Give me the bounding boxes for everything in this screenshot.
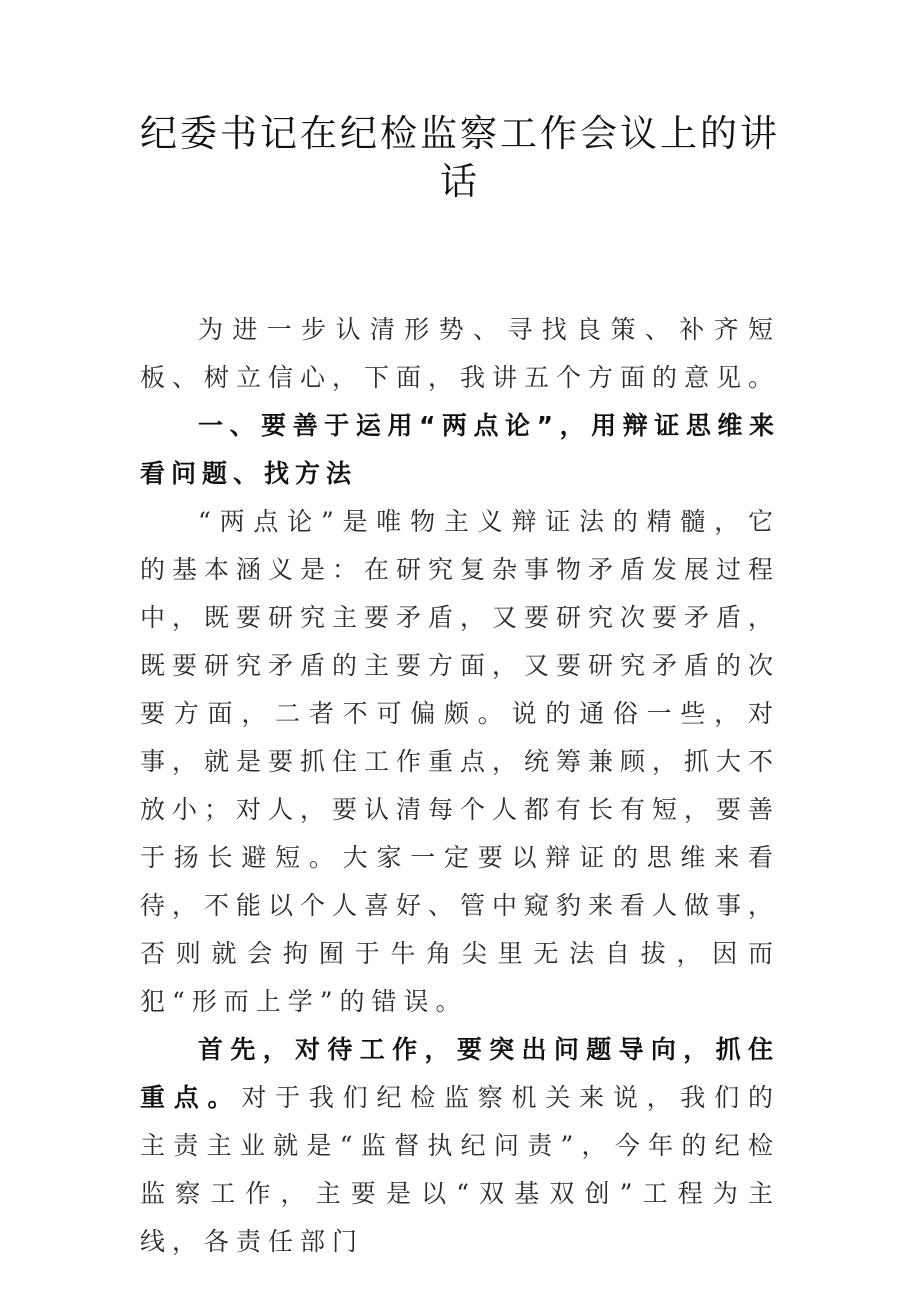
body-paragraph-two-points xyxy=(140,498,780,1026)
document-title: 纪委书记在纪检监察工作会议上的讲话 xyxy=(140,112,780,203)
document-body xyxy=(140,306,780,1266)
first-point-text: 对于我们纪检监察机关来说，我们的主责主业就是“监督执纪问责”，今年的纪检监察工作，主要是以“双基双创”工程为主线，各责任部门 xyxy=(140,1083,780,1256)
body-paragraph-first xyxy=(140,1026,780,1266)
first-point-lead: 首先，对待工作，要突出问题导向，抓住重点。 xyxy=(140,1035,780,1112)
two-points-text: “两点论”是唯物主义辩证法的精髓，它的基本涵义是：在研究复杂事物矛盾发展过程中，既要研究主要矛盾，又要研究次要矛盾，既要研究矛盾的主要方面，又要研究矛盾的次要方面，二者不可偏颇。说的通俗一些，对事，就是要抓住工作重点，统筹兼顾，抓大不放小；对人，要认清每个人都有长有短，要善于扬长避短。大家一定要以辩证的思维来看待，不能以个人喜好、管中窥豹来看人做事，否则就会拘囿于牛角尖里无法自拔，因而犯“形而上学”的错误。 xyxy=(140,507,781,1016)
intro-paragraph xyxy=(140,306,780,402)
intro-text: 为进一步认清形势、寻找良策、补齐短板、树立信心，下面，我讲五个方面的意见。 xyxy=(140,315,781,392)
section-heading-1: 一、要善于运用“两点论”，用辩证思维来看问题、找方法 xyxy=(140,411,780,488)
